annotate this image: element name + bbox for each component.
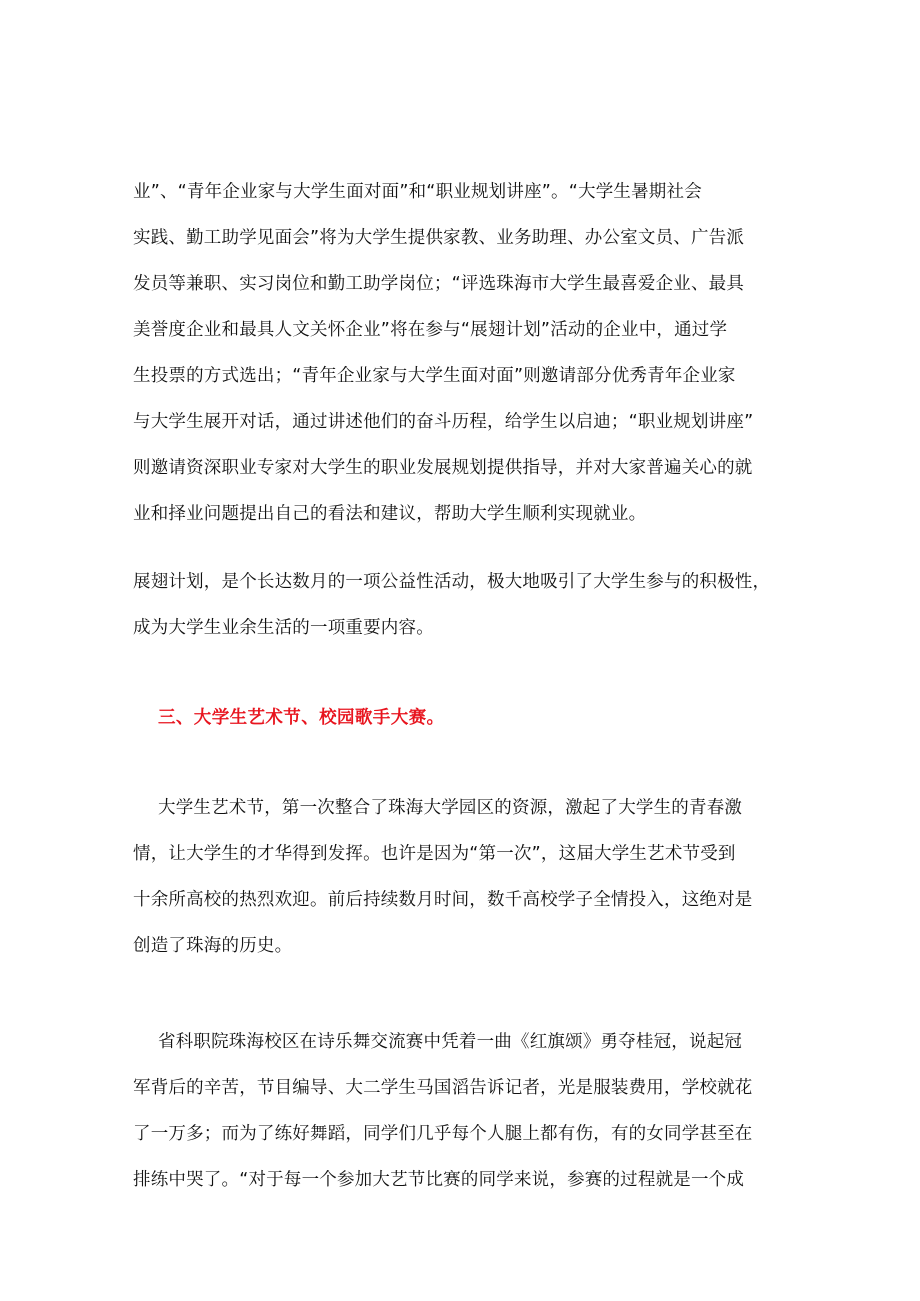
text-line: 实践、勤工助学见面会”将为大学生提供家教、业务助理、办公室文员、广告派 [133,228,745,248]
text-line: 创造了珠海的历史。 [133,936,293,956]
text-line: 了一万多；而为了练好舞蹈，同学们几乎每个人腿上都有伤，有的女同学甚至在 [133,1124,753,1144]
text-line: 十余所高校的热烈欢迎。前后持续数月时间，数千高校学子全情投入，这绝对是 [133,890,753,910]
section-heading: 三、大学生艺术节、校园歌手大赛。 [158,708,445,728]
text-line: 大学生艺术节，第一次整合了珠海大学园区的资源，激起了大学生的青春激 [158,798,743,818]
text-line: 省科职院珠海校区在诗乐舞交流赛中凭着一曲《红旗颂》勇夺桂冠，说起冠 [158,1032,743,1052]
text-line: 业和择业问题提出自己的看法和建议，帮助大学生顺利实现就业。 [133,504,647,524]
text-line: 与大学生展开对话，通过讲述他们的奋斗历程，给学生以启迪；“职业规划讲座” [133,412,754,432]
text-line: 则邀请资深职业专家对大学生的职业发展规划提供指导，并对大家普遍关心的就 [133,458,753,478]
text-line: 发员等兼职、实习岗位和勤工助学岗位；“评选珠海市大学生最喜爱企业、最具 [133,274,745,294]
text-line: 生投票的方式选出；“青年企业家与大学生面对面”则邀请部分优秀青年企业家 [133,366,736,386]
text-line: 情，让大学生的才华得到发挥。也许是因为“第一次”，这届大学生艺术节受到 [133,844,736,864]
text-line: 排练中哭了。“对于每一个参加大艺节比赛的同学来说，参赛的过程就是一个成 [133,1170,745,1190]
text-line: 美誉度企业和最具人文关怀企业”将在参与“展翅计划”活动的企业中，通过学 [133,320,728,340]
text-line: 成为大学生业余生活的一项重要内容。 [133,618,434,638]
text-line: 军背后的辛苦，节目编导、大二学生马国滔告诉记者，光是服装费用，学校就花 [133,1078,753,1098]
text-line: 业”、“青年企业家与大学生面对面”和“职业规划讲座”。“大学生暑期社会 [133,182,702,202]
text-line: 展翅计划，是个长达数月的一项公益性活动，极大地吸引了大学生参与的积极性， [133,572,771,592]
